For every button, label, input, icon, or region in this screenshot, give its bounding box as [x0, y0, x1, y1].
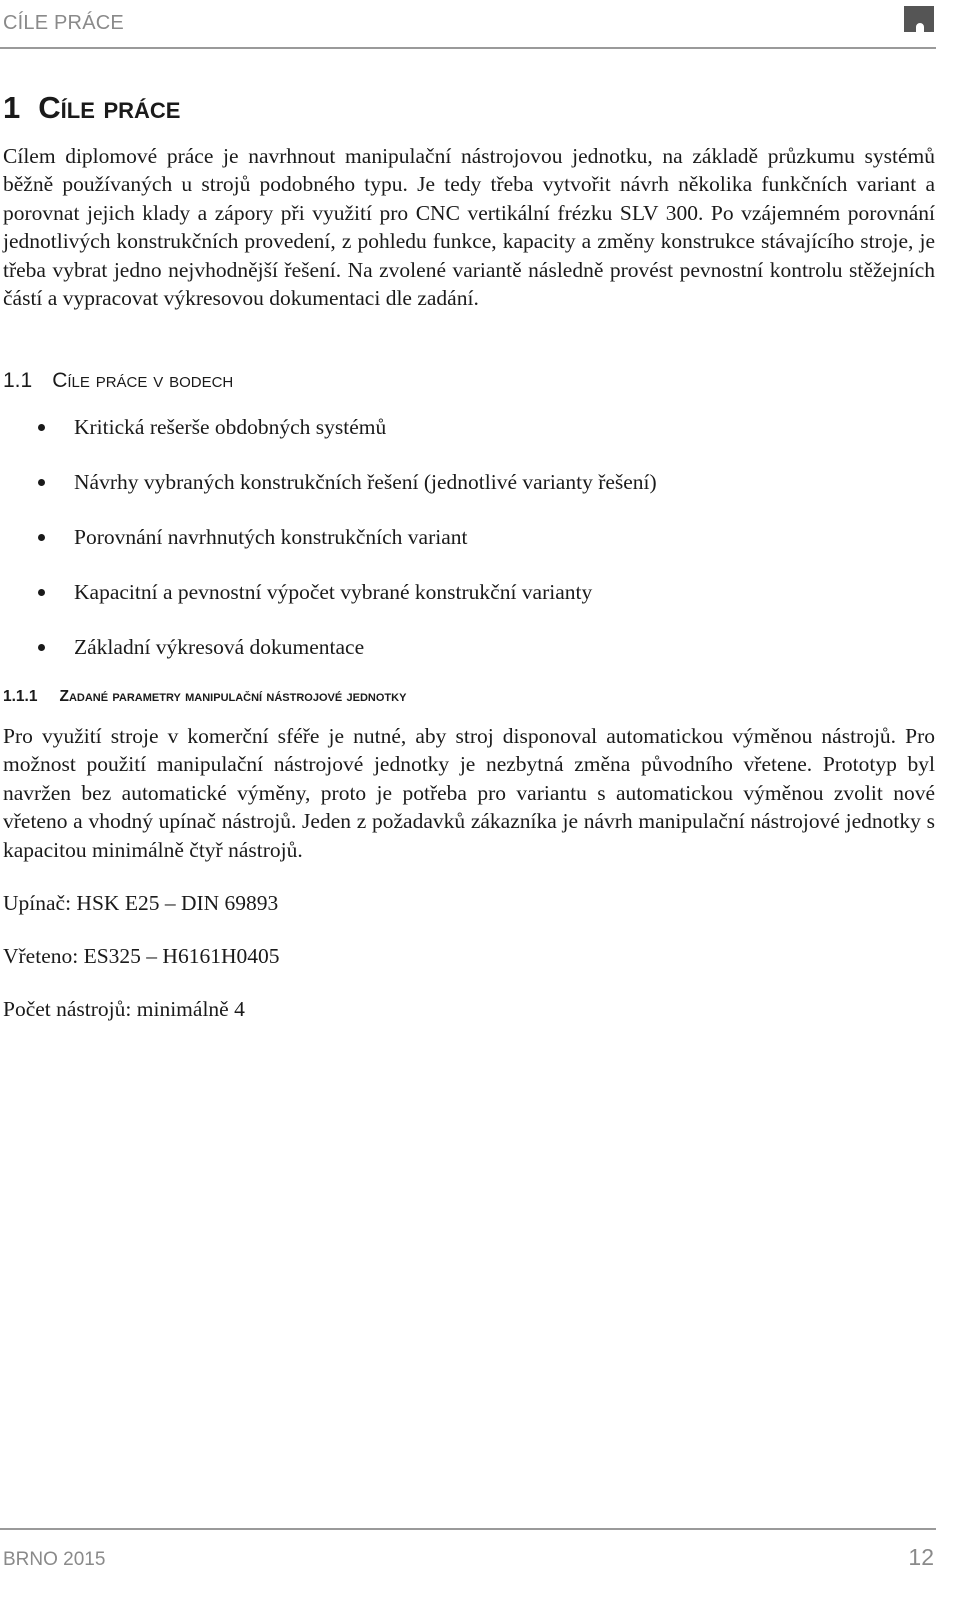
list-item-text: Základní výkresová dokumentace — [74, 635, 365, 659]
subsection-heading — [3, 688, 406, 706]
section-number: 1.1 — [3, 369, 33, 392]
spec-tool-count: Počet nástrojů: minimálně 4 — [3, 997, 245, 1021]
spec-spindle: Vřeteno: ES325 – H6161H0405 — [3, 944, 280, 968]
list-item-text: Kapacitní a pevnostní výpočet vybrané konstrukční varianty — [74, 580, 593, 604]
page-number: 12 — [908, 1544, 934, 1570]
bullet-icon — [38, 644, 45, 651]
chapter-number: 1 — [3, 90, 21, 125]
list-item-text: Porovnání navrhnutých konstrukčních variant — [74, 525, 468, 549]
chapter-title: Cíle práce — [38, 90, 181, 125]
list-item-text: Návrhy vybraných konstrukčních řešení (jednotlivé varianty řešení) — [74, 470, 657, 494]
spec-clamp: Upínač: HSK E25 – DIN 69893 — [3, 891, 279, 915]
subsection-number: 1.1.1 — [3, 688, 38, 705]
bullet-icon — [38, 424, 45, 431]
footer-location-year: BRNO 2015 — [3, 1549, 106, 1570]
intro-paragraph: Cílem diplomové práce je navrhnout manipulační nástrojovou jednotku, na základě průzkumu systémů běžně používaných u strojů podobného typu. Je tedy třeba vytvořit návrh několika funkčních variant a porovnat jejich klady a zápory při využití pro CNC vertikální frézku SLV 300. Po vzájemném porovnání jednotlivých konstrukčních provedení, z pohledu funkce, kapacity a změny konstrukce stávajícího stroje, je třeba vybrat jedno nejvhodnější řešení. Na zvolené variantě následně provést pevnostní kontrolu stěžejních částí a vypracovat výkresovou dokumentaci dle zadání. — [3, 144, 935, 311]
subsection-title: Zadané parametry manipulační nástrojové jednotky — [59, 688, 407, 705]
list-item-text: Kritická rešerše obdobných systémů — [74, 415, 387, 439]
section-title: Cíle práce v bodech — [52, 369, 234, 392]
section-heading — [3, 369, 233, 393]
requirements-paragraph: Pro využití stroje v komerční sféře je nutné, aby stroj disponoval automatickou výměnou nástrojů. Pro možnost použití manipulační nástrojové jednotky je nezbytná změna původního vřetene. Prototyp byl navržen bez automatické výměny, proto je potřeba pro variantu s automatickou výměnou zvolit nové vřeteno a vhodný upínač nástrojů. Jeden z požadavků zákazníka je návrh manipulační nástrojové jednotky s kapacitou minimálně čtyř nástrojů. — [3, 724, 935, 862]
page-header — [0, 0, 936, 49]
page-footer — [0, 1528, 936, 1603]
bullet-icon — [38, 479, 45, 486]
chapter-heading — [3, 90, 181, 126]
running-title: CÍLE PRÁCE — [3, 12, 124, 34]
bullet-icon — [38, 534, 45, 541]
bullet-icon — [38, 589, 45, 596]
puzzle-logo-icon — [902, 4, 936, 34]
